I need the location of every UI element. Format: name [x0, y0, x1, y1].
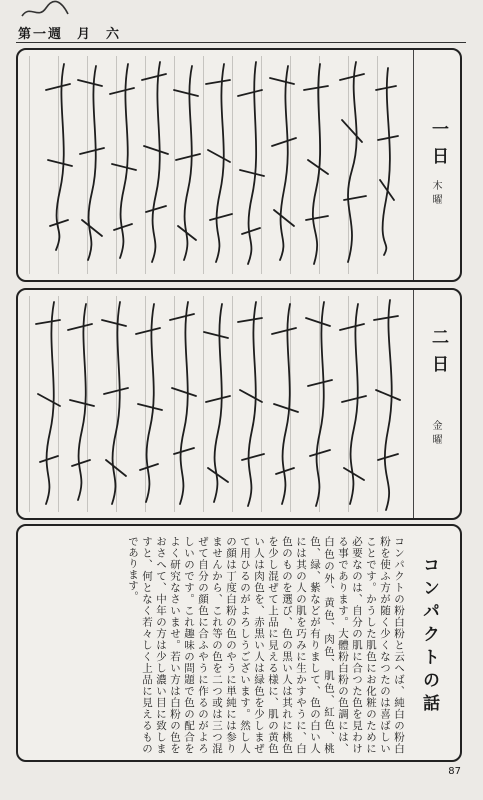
article-text: コンパクトの粉白粉と云へば、純白の粉白粉を使ふ方が随く少くなつたのは喜ばしいことです。かうした肌色にお化粧のために必要なのは、自分の肌に合つた色を見わける事であります。大體粉白粉の色調には、白色の外、黄色、肉色、肌色、紅色、桃色、緑、紫などが有りまして、色の白い人には其の人の肌を巧みに生かすやうに、白色のものを選び、色の黒い人は其れに桃色を少し混ぜて上品に見える様に、肌の黄色い人は肉色を、赤黒い人は緑色を少しまぜて用ひるのがよろしうございます。然し人の顔は丁度白粉の色のやうに単純には参りませんから、これ等の色を二つ或は三つ混ぜて自分の顔色に合ふやうに作るのがよろしいのです。これ趣味の問題で色の配合をよく研究なさいませ。若い方は白粉の色をおさへて、中年の方は少し濃い目に致しますと、何となく若々しく上品に見えるものであります。: [127, 536, 405, 754]
month-label: 六: [106, 26, 122, 42]
weekday-label: 金曜: [430, 420, 441, 448]
week-label: 第一週: [18, 26, 64, 42]
handwriting-day-2: [18, 290, 410, 518]
month-suffix: 月: [77, 26, 93, 42]
corner-scrawl: [18, 0, 88, 22]
date-column-day-2: [413, 290, 460, 518]
header-rule: [16, 42, 466, 43]
diary-entry-day-1: [16, 48, 462, 282]
date-column-day-1: [413, 50, 460, 280]
page-header: [18, 22, 168, 42]
handwriting-day-1: [18, 50, 410, 280]
day-number: 二日: [428, 328, 448, 382]
article-box: [16, 524, 462, 762]
article-title: コンパクトの話: [419, 556, 439, 717]
day-number: 一日: [428, 120, 448, 174]
page-number: 87: [448, 766, 461, 777]
diary-entry-day-2: [16, 288, 462, 520]
article-body: [36, 536, 406, 754]
weekday-label: 木曜: [430, 180, 441, 208]
